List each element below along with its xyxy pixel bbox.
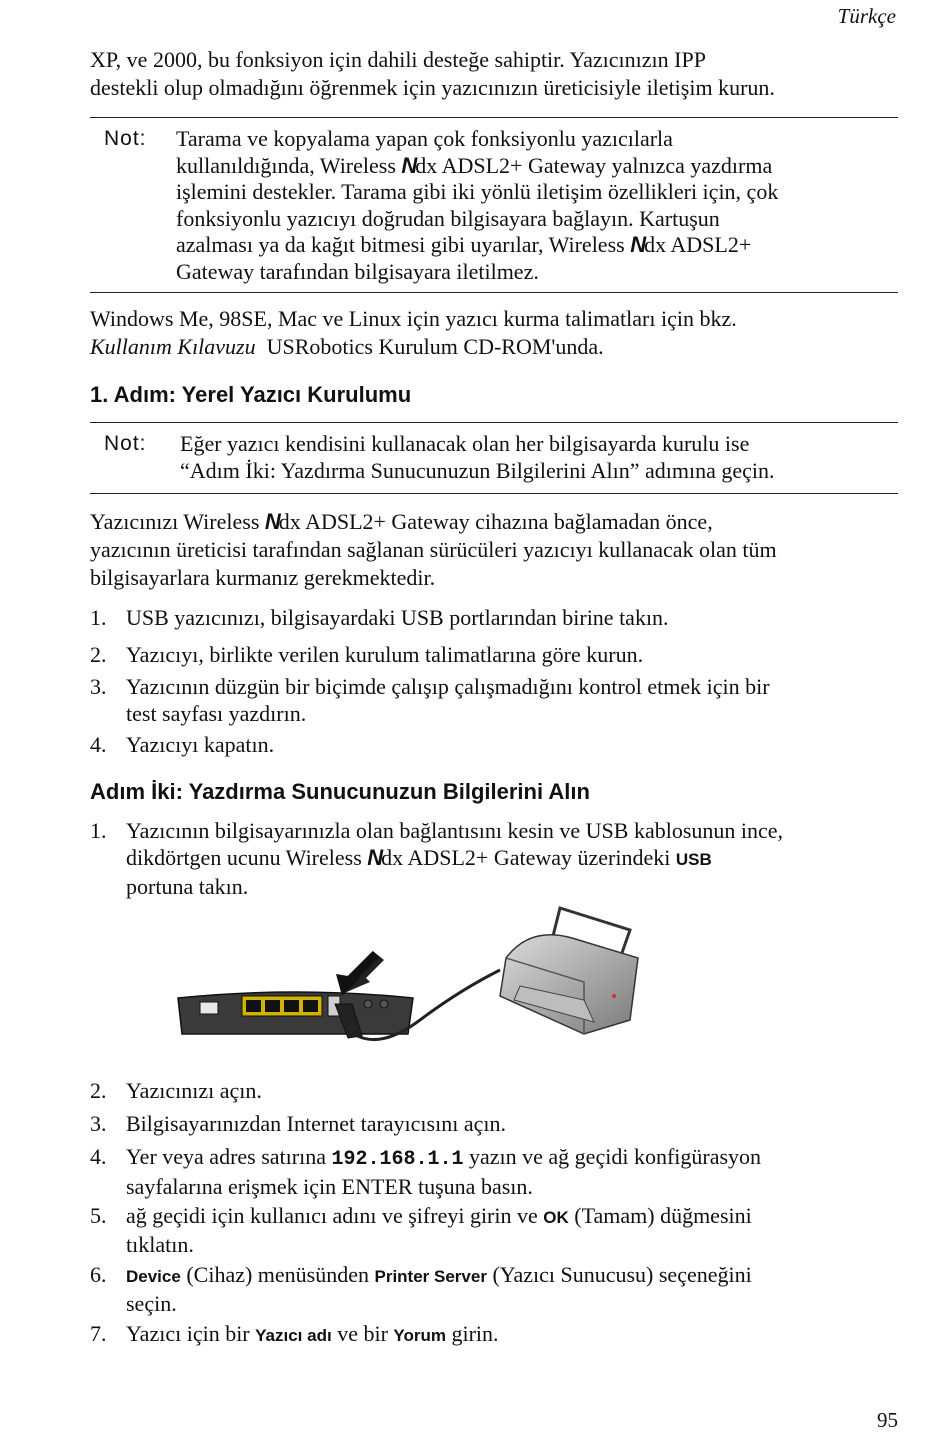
ok-button-label: OK (543, 1208, 569, 1227)
device-menu-label: Device (126, 1267, 181, 1286)
note-text: Eğer yazıcı kendisini kullanacak olan her bilgisayarda kurulu ise “Adım İki: Yazdırma Sunucunuzun Bilgilerini Alın” adımına geçin. (180, 431, 775, 483)
step1-paragraph: Yazıcınızı Wireless Ndx ADSL2+ Gateway cihazına bağlamadan önce, yazıcının üreticisi tarafından sağlanan sürücüleri yazıcıyı kullanacak olan tüm bilgisayarlara kurmanız gerekmektedir. (90, 509, 777, 590)
brand-n-logo: N (630, 232, 645, 257)
router-printer-illustration (170, 900, 650, 1050)
page-number: 95 (877, 1408, 898, 1432)
router-icon (178, 992, 413, 1034)
note-rule-bottom (90, 292, 898, 293)
printer-server-label: Printer Server (374, 1267, 487, 1286)
note-rule-top (90, 117, 898, 118)
intro-paragraph: XP, ve 2000, bu fonksiyon için dahili desteğe sahiptir. Yazıcınızın IPP destekli olup olmadığını öğrenmek için yazıcınızın üreticisiyle iletişim kurun. (90, 47, 775, 100)
note-label: Not: (104, 127, 147, 150)
manual-page: Türkçe XP, ve 2000, bu fonksiyon için dahili desteğe sahiptir. Yazıcınızın IPP destekli olup olmadığını öğrenmek için yazıcınızın üreticisiyle iletişim kurun. Not: Tarama ve kopyalama yapan çok fonksiyonlu yazıcılarla kullanıldığında, Wireless Ndx ADSL2+ Gateway yalnızca yazdırma işlemini destekler. Tarama gibi iki yönlü iletişim özellikleri için, çok fonksiyonlu yazıcıyı doğrudan bilgisayara bağlayın. Kartuşun azalması ya da kağıt bitmesi gibi uyarılar, Wireless Ndx ADSL2+ Gateway tarafından bilgisayara iletilmez. Windows Me, 98SE, Mac ve Linux için yazıcı kurma talimatları için bkz. Kullanım Kılavuzu USRobotics Kurulum CD-ROM'unda. 1. Adım: Yerel Yazıcı Kurulumu Not: Eğer yazıcı kendisini kullanacak olan her bilgisayarda kurulu ise “Adım İki: Yazdırma Sunucunuzun Bilgilerini Alın” adımına geçin. Yazıcınızı Wireless Ndx ADSL2+ Gateway cihazına bağlamadan önce, yazıcının üreticisi tarafından sağlanan sürücüleri yazıcıyı kullanacak olan tüm bilgisayarlara kurmanız gerekmektedir. 1. USB yazıcınızı, bilgisayardaki USB portlarından birine takın. 2. Yazıcıyı, birlikte verilen kurulum talimatlarına göre kurun. 3. Yazıcının düzgün bir biçimde çalışıp çalışmadığını kontrol etmek için bir test sayfası yazdırın. 4. Yazıcıyı kapatın. Adım İki: Yazdırma Sunucunuzun Bilgilerini Alın 1. Yazıcının bilgisayarınızla olan bağlantısını kesin ve USB kablosunun ince, dikdörtgen ucunu Wireless Ndx ADSL2+ Gateway üzerindeki USB portuna takın. 2. Yazıcınızı açın. 3. Bilgisayarınızdan Internet tarayıcısını açın. 4. Yer veya adres satırına 192.168.1.1 yazın ve ağ geçidi konfigürasyon sayfalarına erişmek için ENTER tuşuna basın. 5. ağ geçidi için kullanıcı adını ve şifreyi girin ve OK (Tamam) düğmesini tıklatın. 6. Device (Cihaz) menüsünden Printer Server (Yazıcı Sunucusu) seçeneğini seçin. 7. Yazıcı için bir Yazıcı adı ve bir Yorum girin. 95 (90, 4, 898, 1432)
note-label: Not: (104, 432, 147, 455)
arrow-icon (336, 950, 384, 996)
usb-port-label: USB (675, 850, 712, 869)
printer-icon (500, 908, 638, 1034)
note-rule-bottom (90, 493, 898, 494)
brand-n-logo: N (367, 845, 382, 870)
note-rule-top (90, 422, 898, 423)
comment-label: Yorum (393, 1326, 446, 1345)
ip-address: 192.168.1.1 (331, 1148, 464, 1171)
note-text: Tarama ve kopyalama yapan çok fonksiyonlu yazıcılarla kullanıldığında, Wireless Ndx ADSL2+ Gateway yalnızca yazdırma işlemini destekler. Tarama gibi iki yönlü iletişim özellikleri için, çok fonksiyonlu yazıcıyı doğrudan bilgisayara bağlayın. Kartuşun azalması ya da kağıt bitmesi gibi uyarılar, Wireless Ndx ADSL2+ Gateway tarafından bilgisayara iletilmez. (176, 126, 779, 284)
brand-n-logo: N (401, 152, 416, 178)
language-header: Türkçe (837, 4, 896, 28)
windows-paragraph: Windows Me, 98SE, Mac ve Linux için yazıcı kurma talimatları için bkz. Kullanım Kılavuzu USRobotics Kurulum CD-ROM'unda. (90, 306, 737, 359)
step2-heading: Adım İki: Yazdırma Sunucunuzun Bilgilerini Alın (90, 779, 590, 804)
printer-name-label: Yazıcı adı (255, 1326, 332, 1345)
brand-n-logo: N (264, 509, 279, 534)
step1-heading: 1. Adım: Yerel Yazıcı Kurulumu (90, 382, 412, 407)
